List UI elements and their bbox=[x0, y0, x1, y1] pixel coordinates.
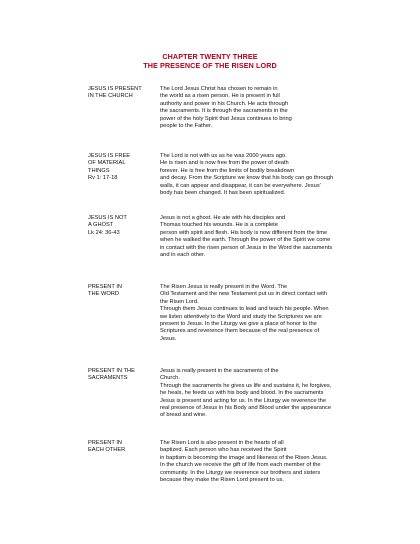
section-label: PRESENT IN THE WORD bbox=[88, 284, 123, 298]
section-label: PRESENT IN THE SACRAMENTS bbox=[88, 368, 135, 382]
section-text bbox=[160, 86, 375, 130]
section-text bbox=[160, 284, 375, 343]
text-line: He is risen and is now free from the power of death bbox=[160, 160, 289, 167]
text-line: power of the holy Spirit that Jesus continues to bring bbox=[160, 115, 292, 122]
text-line: people to the Father. bbox=[160, 123, 213, 130]
text-line: Church. bbox=[160, 375, 180, 382]
text-line: Thomas touched his wounds. He is a complete bbox=[160, 222, 278, 229]
text-line: we listen attentively to the Word and study the Scriptures we are bbox=[160, 313, 322, 320]
section-label: JESUS IS NOT A GHOST Lk 24: 36-43 bbox=[88, 215, 127, 236]
text-line: The Risen Jesus is really present in the Word. The bbox=[160, 284, 288, 290]
text-line: Scriptures and reverence them because of the real presence of bbox=[160, 328, 320, 335]
text-line: walls, it can appear and disappear, it can be everywhere. Jesus' bbox=[160, 182, 321, 189]
text-line: and decay. From the Scripture we know that his body can go through bbox=[160, 175, 334, 182]
text-line: authority and power in his Church. He acts through bbox=[160, 100, 289, 107]
text-line: The Lord is not with us as he was 2000 years ago. bbox=[160, 153, 287, 159]
text-line: present to Jesus. In the Liturgy we give a place of honor to the bbox=[160, 321, 317, 328]
text-line: because they make the Risen Lord present to us. bbox=[160, 477, 284, 484]
section-text bbox=[160, 215, 375, 259]
chapter-number: CHAPTER TWENTY THREE bbox=[162, 52, 258, 61]
text-line: forever. He is free from the limits of bodily breakdown bbox=[160, 167, 295, 174]
text-line: Jesus is present and acting for us. In the Liturgy we reverence the bbox=[160, 397, 326, 404]
section-label: JESUS IS FREE OF MATERIAL THINGS Rv 1: 17-18 bbox=[88, 153, 131, 182]
text-line: community. In the Liturgy we reverence our brothers and sisters bbox=[160, 469, 321, 476]
text-line: The Risen Lord is also present in the hearts of all bbox=[160, 440, 284, 446]
text-line: the sacraments. It is through the sacraments in the bbox=[160, 108, 288, 115]
chapter-title bbox=[0, 52, 420, 70]
text-line: Jesus is not a ghost. He ate with his disciples and bbox=[160, 215, 286, 221]
text-line: Through the sacraments he gives us life and sustains it, he forgives, bbox=[160, 382, 332, 389]
text-line: The Lord Jesus Christ has chosen to remain in bbox=[160, 86, 278, 92]
section-label: PRESENT IN EACH OTHER bbox=[88, 440, 126, 454]
section-text bbox=[160, 440, 375, 484]
chapter-heading: THE PRESENCE OF THE RISEN LORD bbox=[143, 61, 277, 70]
section-label: JESUS IS PRESENT IN THE CHURCH bbox=[88, 86, 142, 100]
text-line: the world as a risen person. He is present in full bbox=[160, 93, 280, 100]
text-line: in baptism is becoming the image and likeness of the Risen Jesus. bbox=[160, 454, 328, 461]
text-line: when he walked the earth. Through the power of the Spirit we come bbox=[160, 237, 331, 244]
text-line: body has been changed. It has been spiritualized. bbox=[160, 190, 286, 197]
text-line: and in each other. bbox=[160, 252, 206, 259]
section-text bbox=[160, 368, 375, 420]
text-line: the Risen Lord. bbox=[160, 298, 199, 305]
text-line: In the church we receive the gift of life from each member of the bbox=[160, 462, 321, 469]
text-line: Through them Jesus continues to lead and teach his people. When bbox=[160, 306, 329, 313]
text-line: Jesus is really present in the sacraments of the bbox=[160, 368, 279, 374]
section-text bbox=[160, 153, 375, 197]
text-line: in contact with the risen person of Jesus in the Word the sacraments bbox=[160, 244, 333, 251]
text-line: person with spirit and flesh. His body is now different from the time bbox=[160, 229, 328, 236]
text-line: Old Testament and the new Testament put us in direct contact with bbox=[160, 291, 328, 298]
text-line: of bread and wine. bbox=[160, 412, 207, 419]
text-line: he heals, he feeds us with his body and blood. In the sacraments bbox=[160, 390, 324, 397]
text-line: Jesus. bbox=[160, 335, 177, 342]
text-line: baptized. Each person who has received the Spirit bbox=[160, 447, 287, 454]
text-line: real presence of Jesus in his Body and Blood under the appearance bbox=[160, 405, 332, 412]
